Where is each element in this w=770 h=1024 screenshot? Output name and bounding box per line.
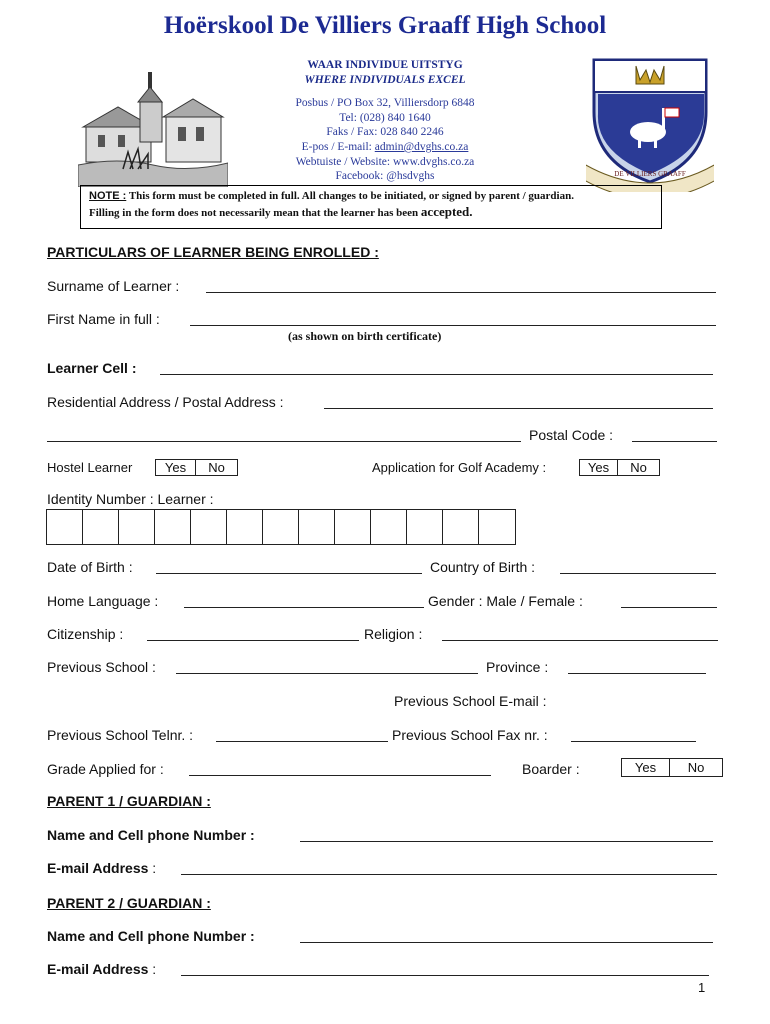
first-name-label: First Name in full :	[47, 311, 160, 327]
address-field-2[interactable]	[47, 441, 521, 442]
section-heading-learner: PARTICULARS OF LEARNER BEING ENROLLED :	[47, 244, 379, 260]
previous-school-label: Previous School :	[47, 659, 156, 675]
id-digit-cell[interactable]	[407, 510, 443, 544]
parent1-heading: PARENT 1 / GUARDIAN :	[47, 793, 211, 809]
id-digit-cell[interactable]	[335, 510, 371, 544]
religion-field[interactable]	[442, 640, 718, 641]
note-line-1: NOTE : This form must be completed in full. All changes to be initiated, or signed by parent / guardian.	[89, 190, 574, 202]
id-digit-cell[interactable]	[371, 510, 407, 544]
boarder-yes-option[interactable]: Yes	[634, 760, 657, 775]
parent2-name-cell-field[interactable]	[300, 942, 713, 943]
citizenship-label: Citizenship :	[47, 626, 124, 642]
id-digit-cell[interactable]	[191, 510, 227, 544]
grade-applied-label: Grade Applied for :	[47, 761, 164, 777]
grade-applied-field[interactable]	[189, 775, 491, 776]
email-line: E-pos / E-mail: admin@dvghs.co.za	[301, 140, 469, 153]
previous-school-fax-label: Previous School Fax nr. :	[392, 727, 548, 743]
parent1-email-label-group: E-mail Address :	[47, 860, 157, 876]
province-field[interactable]	[568, 673, 706, 674]
golf-yes-no	[579, 459, 660, 476]
id-digit-cell[interactable]	[299, 510, 335, 544]
dob-label: Date of Birth :	[47, 559, 133, 575]
province-label: Province :	[486, 659, 549, 675]
golf-academy-label: Application for Golf Academy :	[372, 460, 547, 475]
school-contact-block	[255, 58, 515, 184]
hostel-no-option[interactable]: No	[195, 460, 237, 475]
motto-english: WHERE INDIVIDUALS EXCEL	[304, 73, 466, 86]
boarder-yes-no	[621, 758, 723, 777]
hostel-learner-label: Hostel Learner	[47, 460, 133, 475]
hostel-yes-no	[155, 459, 238, 476]
country-of-birth-field[interactable]	[560, 573, 716, 574]
boarder-no-option[interactable]: No	[669, 759, 722, 776]
gender-field[interactable]	[621, 607, 717, 608]
golf-no-option[interactable]: No	[617, 460, 659, 475]
parent1-name-cell-label: Name and Cell phone Number :	[47, 827, 255, 843]
surname-field[interactable]	[206, 292, 716, 293]
crest-banner-text: DE VILLIERS GRAAFF	[614, 170, 686, 178]
identity-number-grid	[46, 509, 516, 545]
page-number: 1	[698, 980, 706, 995]
parent1-name-cell-field[interactable]	[300, 841, 713, 842]
birth-certificate-note: (as shown on birth certificate)	[288, 329, 442, 343]
school-crest-logo	[586, 52, 714, 192]
school-title: Hoërskool De Villiers Graaff High School	[163, 12, 607, 39]
fax: Faks / Fax: 028 840 2246	[326, 126, 444, 139]
parent2-email-label-group: E-mail Address :	[47, 961, 157, 977]
gender-label: Gender : Male / Female :	[428, 593, 583, 609]
identity-number-label: Identity Number : Learner :	[47, 491, 214, 507]
email-link[interactable]: admin@dvghs.co.za	[374, 140, 469, 153]
id-digit-cell[interactable]	[47, 510, 83, 544]
parent2-email-field[interactable]	[181, 975, 709, 976]
id-digit-cell[interactable]	[155, 510, 191, 544]
facebook: Facebook: @hsdvghs	[335, 170, 435, 183]
previous-school-field[interactable]	[176, 673, 478, 674]
school-building-illustration	[78, 57, 228, 187]
note-key: NOTE :	[89, 190, 127, 202]
previous-school-fax-field[interactable]	[571, 741, 696, 742]
parent2-name-cell-label: Name and Cell phone Number :	[47, 928, 255, 944]
id-digit-cell[interactable]	[227, 510, 263, 544]
address-label: Residential Address / Postal Address :	[47, 394, 284, 410]
country-of-birth-label: Country of Birth :	[430, 559, 536, 575]
note-box	[80, 185, 662, 229]
previous-school-tel-field[interactable]	[216, 741, 388, 742]
motto-afrikaans: WAAR INDIVIDUE UITSTYG	[307, 59, 463, 71]
telephone: Tel: (028) 840 1640	[339, 111, 431, 124]
learner-cell-label: Learner Cell :	[47, 360, 137, 376]
citizenship-field[interactable]	[147, 640, 359, 641]
surname-label: Surname of Learner :	[47, 278, 180, 294]
first-name-field[interactable]	[190, 325, 716, 326]
website: Webtuiste / Website: www.dvghs.co.za	[295, 155, 475, 168]
postal-address: Posbus / PO Box 32, Villiersdorp 6848	[295, 97, 475, 110]
id-digit-cell[interactable]	[263, 510, 299, 544]
previous-school-tel-label: Previous School Telnr. :	[47, 727, 194, 743]
id-digit-cell[interactable]	[443, 510, 479, 544]
hostel-yes-option[interactable]: Yes	[164, 460, 187, 475]
home-language-label: Home Language :	[47, 593, 159, 609]
parent1-email-field[interactable]	[181, 874, 717, 875]
postal-code-field[interactable]	[632, 441, 717, 442]
address-field-1[interactable]	[324, 408, 713, 409]
parent2-heading: PARENT 2 / GUARDIAN :	[47, 895, 211, 911]
dob-field[interactable]	[156, 573, 422, 574]
learner-cell-field[interactable]	[160, 374, 713, 375]
id-digit-cell[interactable]	[83, 510, 119, 544]
religion-label: Religion :	[364, 626, 423, 642]
previous-school-email-label: Previous School E-mail :	[394, 693, 547, 709]
note-line-2: Filling in the form does not necessarily mean that the learner has been accepted.	[89, 204, 473, 219]
home-language-field[interactable]	[184, 607, 424, 608]
id-digit-cell[interactable]	[479, 510, 515, 544]
postal-code-label: Postal Code :	[529, 427, 614, 443]
id-digit-cell[interactable]	[119, 510, 155, 544]
boarder-label: Boarder :	[522, 761, 580, 777]
golf-yes-option[interactable]: Yes	[587, 460, 610, 475]
